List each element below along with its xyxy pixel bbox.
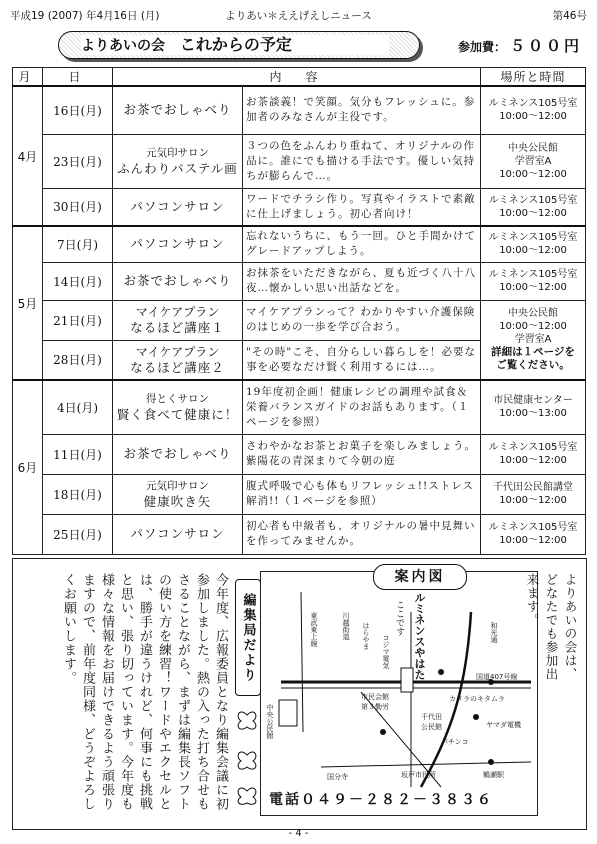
- butterfly-icon: [233, 707, 261, 807]
- table-row: [13, 434, 586, 474]
- event-desc: ３つの色をふんわり重ねて、オリジナルの作品に。誰にでも描ける手法です。優しい気持ちが膨らんで…。: [243, 134, 481, 188]
- event-name: パソコンサロン: [113, 514, 243, 554]
- schedule-banner: [58, 31, 420, 59]
- event-place: ルミネンス105号室 10:00～12:00: [481, 262, 586, 300]
- map-label-harayama: はらやま: [362, 622, 370, 650]
- table-row: [13, 226, 586, 262]
- map-label-kojima: コジマ電気: [382, 634, 390, 669]
- event-date: 16日(月): [43, 86, 113, 134]
- map-label-station: 鶴瀬駅: [483, 771, 504, 779]
- event-date: 25日(月): [43, 514, 113, 554]
- map-label-chuo: 中央公民館: [266, 704, 274, 739]
- event-name: お茶でおしゃべり: [113, 262, 243, 300]
- table-row: [13, 514, 586, 554]
- issue-number: 第46号: [552, 10, 587, 22]
- table-row: [13, 300, 586, 340]
- event-desc: お茶談義！で笑顔。気分もフレッシュに。参加者のみなさんが主役です。: [243, 86, 481, 134]
- event-desc: お抹茶をいただきながら、夏も近づく八十八夜…懐かしい思い出話などを。: [243, 262, 481, 300]
- map-label-venue: ルミネンスやはた: [413, 592, 426, 680]
- event-desc: 19年度初企画！健康レシピの調理や試食＆栄養バランスガイドのお話もあります。（１ページを参照）: [243, 380, 481, 434]
- event-place: ルミネンス105号室 10:00～12:00: [481, 434, 586, 474]
- map-label-pachinko: パチンコ: [441, 738, 469, 746]
- event-place: 中央公民館 学習室A 10:00～12:00: [481, 134, 586, 188]
- event-desc: 初心者も中級者も、オリジナルの暑中見舞いを作ってみませんか。: [243, 514, 481, 554]
- editorial-title: 編集局だより: [235, 579, 261, 696]
- map-label-kinro: 第３勤労: [361, 703, 389, 711]
- event-place: 中央公民館 10:00～12:00 学習室A 詳細は１ページを ご覧ください。: [481, 300, 586, 380]
- event-desc: "その時"こそ、自分らしい暮らしを！必要な事を必要なだけ賢く利用するには…。: [243, 340, 481, 380]
- table-row: [13, 188, 586, 226]
- sidenote: よりあいの会は、どなたでも参加出来ます。: [525, 573, 578, 681]
- newsletter-title: よりあい＊ええげえしニュース: [225, 10, 372, 22]
- map-label-kokubunji: 国分寺: [327, 773, 348, 781]
- map-label-here: ここです: [394, 600, 404, 636]
- event-name: マイケアプラン なるほど講座２: [113, 340, 243, 380]
- editorial-body: 今年度、広報委員となり編集会議に初参加しました。熱の入った打ち合せもさることながら、まずは編集長ソフトの使い方を練習！ワードやエクセルとは、勝手が違うけれど、何事にも挑戦と思い、張り切っています。今年度も様々な情報をお届けできるよう頑張りますので、前年度同様、どうぞよろしくお願いします。: [61, 573, 228, 811]
- event-name: 得とくサロン 賢く食べて健康に！: [113, 380, 243, 434]
- event-desc: 忘れないうちに、もう一回。ひと手間かけてグレードアップしよう。: [243, 226, 481, 262]
- event-date: 30日(月): [43, 188, 113, 226]
- fee-value: ５００円: [510, 37, 583, 55]
- table-row: [13, 86, 586, 134]
- banner-title: これからの予定: [179, 35, 292, 54]
- issue-date: 平成19 (2007) 年4月16日 (月): [10, 10, 160, 22]
- table-row: [13, 134, 586, 188]
- map-title: 案内図: [373, 564, 467, 590]
- event-place: 市民健康センター 10:00～13:00: [481, 380, 586, 434]
- event-place: ルミネンス105号室 10:00～12:00: [481, 226, 586, 262]
- map-label-kitamura: カメラのキタムラ: [449, 695, 505, 703]
- month-label: 6月: [13, 380, 43, 554]
- event-name: マイケアプラン なるほど講座１: [113, 300, 243, 340]
- table-header-row: [13, 68, 586, 87]
- event-date: 11日(月): [43, 434, 113, 474]
- map-label-kominkan: 公民館: [421, 723, 442, 731]
- map-label-chiyoda: 千代田: [421, 713, 442, 721]
- phone-number: 電話０４９－２８２－３８３６: [269, 792, 493, 808]
- map-label-cityhall: 坂戸市役所: [401, 771, 436, 779]
- event-date: 28日(月): [43, 340, 113, 380]
- map-label-route407: 国道407号線: [476, 673, 518, 681]
- event-date: 4日(月): [43, 380, 113, 434]
- schedule-table: [12, 67, 586, 555]
- event-date: 7日(月): [43, 226, 113, 262]
- event-name: パソコンサロン: [113, 188, 243, 226]
- col-month: 月: [13, 68, 43, 87]
- event-name: お茶でおしゃべり: [113, 434, 243, 474]
- page-header: [10, 8, 587, 24]
- event-desc: 腹式呼吸で心も体もリフレッシュ!!ストレス解消!!（１ページを参照）: [243, 474, 481, 514]
- col-content: 内 容: [113, 68, 481, 87]
- event-name: パソコンサロン: [113, 226, 243, 262]
- map-label-yamada: ヤマダ電機: [486, 721, 521, 729]
- table-row: [13, 380, 586, 434]
- month-label: 5月: [13, 226, 43, 380]
- month-label: 4月: [13, 86, 43, 226]
- map-label-kaikan: 市民会館: [361, 693, 389, 701]
- map-label-line: 東武東上線: [310, 612, 318, 647]
- map-label-wako: 和光通: [490, 622, 498, 643]
- col-day: 日: [43, 68, 113, 87]
- table-row: [13, 262, 586, 300]
- banner-org: よりあいの会: [81, 38, 165, 54]
- bottom-section: [12, 558, 587, 830]
- event-date: 18日(月): [43, 474, 113, 514]
- event-place: ルミネンス105号室 10:00～12:00: [481, 514, 586, 554]
- col-place: 場所と時間: [481, 68, 586, 87]
- event-desc: ワードでチラシ作り。写真やイラストで素敵に仕上げましょう。初心者向け！: [243, 188, 481, 226]
- event-date: 23日(月): [43, 134, 113, 188]
- event-place: 千代田公民館講堂 10:00～12:00: [481, 474, 586, 514]
- fee: [458, 35, 582, 56]
- event-name: 元気印サロン 健康吹き矢: [113, 474, 243, 514]
- event-name: お茶でおしゃべり: [113, 86, 243, 134]
- event-date: 21日(月): [43, 300, 113, 340]
- fee-label: 参加費：: [458, 40, 507, 54]
- access-map: [260, 571, 538, 816]
- event-desc: マイケアプランって？わかりやすい介護保険のはじめの一歩を学び合おう。: [243, 300, 481, 340]
- event-date: 14日(月): [43, 262, 113, 300]
- event-desc: さわやかなお茶とお菓子を楽しみましょう。紫陽花の青深まりて今朝の庭: [243, 434, 481, 474]
- table-row: [13, 474, 586, 514]
- event-place: ルミネンス105号室 10:00～12:00: [481, 188, 586, 226]
- map-label-kawagoe: 川越街道: [342, 612, 350, 640]
- event-place: ルミネンス105号室 10:00～12:00: [481, 86, 586, 134]
- page-number: - 4 -: [288, 828, 309, 839]
- event-name: 元気印サロン ふんわりパステル画: [113, 134, 243, 188]
